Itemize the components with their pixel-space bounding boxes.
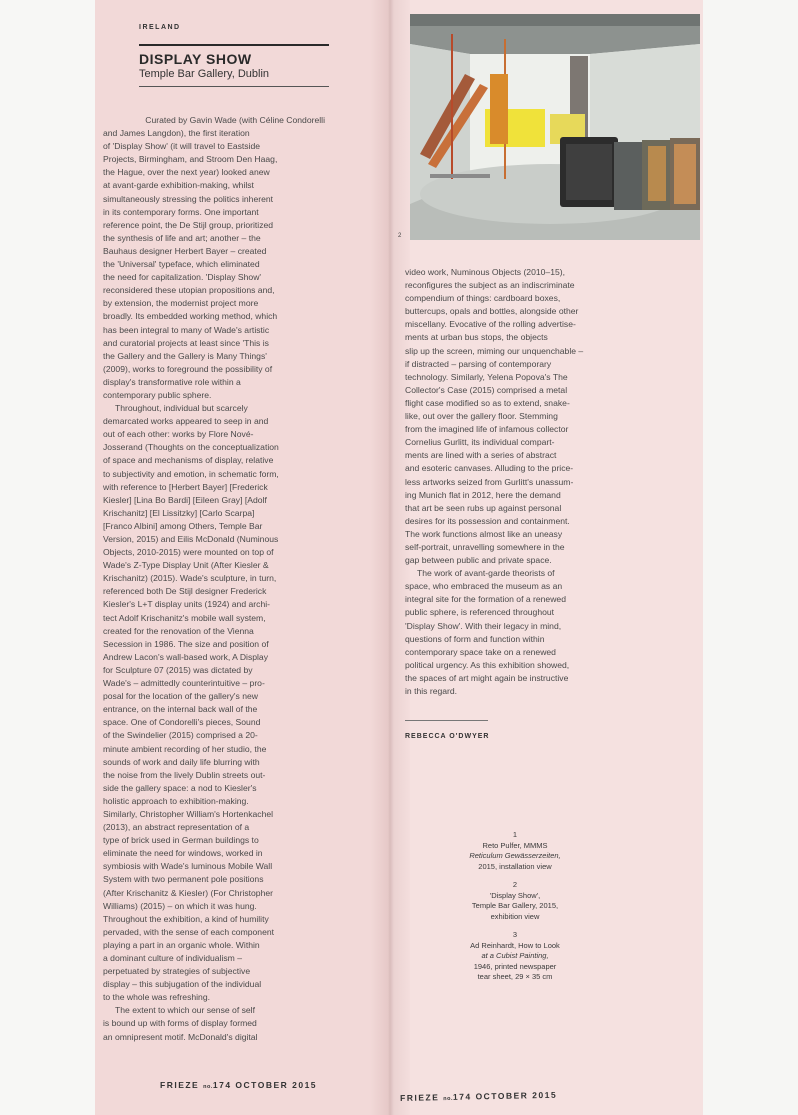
caption-line: 2015, installation view — [478, 861, 552, 871]
body-text-line: in this regard. — [405, 686, 458, 696]
body-text-line: ments are lined with a series of abstract — [405, 450, 557, 461]
body-text-line: reconfigures the subject as an indiscriminate — [405, 280, 575, 291]
footer-date: OCTOBER 2015 — [235, 1080, 318, 1090]
body-column-right — [405, 266, 615, 698]
body-text-line: the noise from the lively Dublin streets out- — [103, 769, 266, 780]
body-text-line: (After Krischanitz & Kiesler) (For Christopher — [103, 887, 274, 898]
body-text-line: eliminate the need for windows, worked in — [103, 848, 263, 859]
page-gutter — [370, 0, 410, 1115]
author-byline: REBECCA O'DWYER — [405, 733, 490, 740]
footer-left — [160, 1080, 317, 1090]
body-text-line: the Hague, over the next year) looked anew — [103, 167, 270, 178]
body-text-line: self-portrait, unravelling somewhere in the — [405, 541, 565, 552]
body-text-line: a dominant culture of individualism – — [103, 953, 243, 963]
figure-number: 2 — [398, 233, 402, 239]
body-text-line: less artworks seized from Gurlitt's unassum- — [405, 476, 574, 487]
body-text-line: tect Adolf Krischanitz's mobile wall system, — [103, 612, 266, 623]
body-text-line: miscellany. Evocative of the rolling advertise- — [405, 319, 576, 330]
body-text-line: demarcated works appeared to seep in and — [103, 416, 269, 427]
footer-magazine: FRIEZE — [400, 1092, 440, 1103]
body-text-line: with reference to [Herbert Bayer] [Frederick — [103, 481, 268, 492]
body-text-line: Kiesler] [Lina Bo Bardi] [Eileen Gray] [Adolf — [103, 494, 267, 505]
body-text-line: posal for the location of the gallery's new — [103, 691, 258, 702]
body-text-line: buttercups, opals and bottles, alongside other — [405, 306, 579, 317]
body-text-line: Projects, Birmingham, and Stroom Den Haag, — [103, 154, 278, 165]
body-text-line: Objects, 2010-2015) were mounted on top of — [103, 547, 274, 558]
body-text-line: Throughout the exhibition, a kind of humility — [103, 913, 269, 924]
body-text-line: broadly. Its embedded working method, which — [103, 311, 278, 322]
body-text-line: Krischanitz] [El Lissitzky] [Carlo Scarpa] — [103, 507, 255, 518]
footer-issue-prefix: no. — [203, 1084, 213, 1090]
body-text-line: the need for capitalization. 'Display Show' — [103, 272, 262, 283]
caption-line: Reto Pulfer, MMMS — [482, 840, 548, 850]
body-text-line: out of each other: works by Flore Nové- — [103, 429, 254, 440]
body-text-line: the Gallery and the Gallery is Many Things' — [103, 350, 267, 361]
title-rule-top — [139, 44, 329, 46]
body-text-line: of the Swindelier (2015) comprised a 20- — [103, 730, 258, 741]
body-text-line: gap between public and private space. — [405, 555, 552, 566]
caption-line: exhibition view — [490, 911, 540, 921]
body-text-line: space. One of Condorelli's pieces, Sound — [103, 717, 261, 728]
body-text-line: questions of form and function within — [405, 633, 545, 644]
body-text-line: video work, Numinous Objects (2010–15), — [405, 267, 566, 277]
caption-line: Temple Bar Gallery, 2015, — [471, 901, 559, 910]
body-text-line: The work of avant-garde theorists of — [417, 568, 555, 579]
body-text-line: flight case modified so as to extend, snake- — [405, 397, 570, 408]
footer-issue: 174 — [452, 1091, 472, 1102]
body-text-line: playing a part in an organic whole. Within — [103, 939, 260, 950]
caption-line: tear sheet, 29 × 35 cm — [477, 972, 553, 981]
caption-number: 1 — [512, 830, 518, 839]
caption — [440, 830, 590, 872]
body-text-line: Similarly, Christopher William's Hortenkachel — [103, 808, 274, 819]
body-text-line: Curated by Gavin Wade (with Céline Condorelli — [145, 115, 325, 125]
body-text-line: reconsidered these utopian propositions and, — [103, 285, 275, 296]
body-text-line: Andrew Lacon's wall-based work, A Display — [103, 651, 269, 662]
body-text-line: Wade's – admittedly counterintuitive – pro- — [103, 678, 265, 689]
body-text-line: The extent to which our sense of self — [115, 1005, 255, 1016]
caption-line: at a Cubist Painting, — [481, 951, 549, 960]
body-text-line: symbiosis with Wade's luminous Mobile Wall — [103, 861, 273, 872]
body-text-line: technology. Similarly, Yelena Popova's The — [405, 371, 568, 382]
body-text-line: contemporary space take on a renewed — [405, 646, 556, 657]
body-text-line: at avant-garde exhibition-making, whilst — [103, 180, 254, 191]
body-text-line: Wade's Z-Type Display Unit (After Kiesler & — [103, 560, 269, 571]
body-text-line: contemporary public sphere. — [103, 389, 212, 400]
body-text-line: display's transformative role within a — [103, 376, 241, 387]
figure-captions — [440, 830, 590, 991]
footer-issue: 174 — [212, 1080, 232, 1090]
body-text-line: Bauhaus designer Herbert Bayer – created — [103, 245, 267, 256]
body-text-line: Josserand (Thoughts on the conceptualization — [103, 442, 279, 453]
body-text-line: [Franco Albini] among Others, Temple Bar — [103, 520, 263, 531]
body-text-line: entrance, on the internal back wall of the — [103, 704, 258, 715]
footer-issue-prefix: no. — [443, 1095, 454, 1103]
caption-line: 'Display Show', — [489, 890, 541, 900]
body-text-line: an omnipresent motif. McDonald's digital — [103, 1031, 258, 1042]
body-text-line: in its contemporary forms. One important — [103, 206, 259, 217]
body-text-line: holistic approach to exhibition-making. — [103, 795, 249, 806]
body-text-line: the 'Universal' typeface, which eliminated — [103, 259, 260, 270]
body-text-line: like, out over the gallery floor. Stemming — [405, 411, 558, 422]
caption-line: Reticulum Gewässerzeiten, — [469, 851, 561, 860]
background-right — [703, 0, 798, 1115]
body-text-line: Krischanitz) (2015). Wade's sculpture, in turn, — [103, 573, 277, 584]
exhibition-photo — [410, 14, 700, 240]
body-text-line: Throughout, individual but scarcely — [115, 403, 248, 414]
body-text-line: from the imagined life of infamous collector — [405, 424, 569, 435]
body-text-line: display – this subjugation of the individual — [103, 979, 262, 990]
body-text-line: for Sculpture 07 (2015) was dictated by — [103, 664, 253, 675]
body-text-line: that art be seen rubs up against personal — [405, 502, 562, 513]
body-text-line: the spaces of art might again be instructive — [405, 672, 569, 683]
caption — [440, 930, 590, 983]
body-text-line: ing Munich flat in 2012, here the demand — [405, 489, 561, 500]
body-text-line: of 'Display Show' (it will travel to Eastside — [103, 141, 261, 152]
body-text-line: integral site for the formation of a renewed — [405, 594, 566, 605]
body-text-line: is bound up with forms of display formed — [103, 1018, 257, 1029]
body-text-line: simultaneously stressing the politics inherent — [103, 193, 274, 204]
body-text-line: referenced both De Stijl designer Frederick — [103, 586, 267, 597]
body-text-line: has been integral to many of Wade's artistic — [103, 324, 270, 335]
exhibition-photo-illustration — [410, 14, 700, 240]
body-text-line: of space and mechanisms of display, relative — [103, 455, 274, 466]
body-text-line: compendium of things: cardboard boxes, — [405, 293, 561, 304]
body-text-line: minute ambient recording of her studio, the — [103, 743, 267, 754]
body-text-line: Williams) (2015) – on which it was hung. — [103, 900, 257, 911]
body-text-line: by extension, the modernist project more — [103, 298, 259, 309]
body-text-line: desires for its possession and containment. — [405, 515, 570, 526]
body-text-line: Collector's Case (2015) comprised a metal — [405, 384, 568, 395]
body-text-line: (2009), works to foreground the possibility of — [103, 363, 273, 374]
caption-line: 1946, printed newspaper — [473, 961, 557, 971]
caption-number: 2 — [512, 880, 518, 889]
signature-rule — [405, 720, 488, 721]
body-text-line: pervaded, with the sense of each component — [103, 926, 275, 937]
body-text-line: The work functions almost like an uneasy — [405, 528, 563, 539]
body-text-line: political urgency. As this exhibition showed, — [405, 659, 570, 670]
body-text-line: Version, 2015) and Eilis McDonald (Numinous — [103, 534, 279, 544]
body-text-line: if distracted – parsing of contemporary — [405, 358, 552, 369]
body-text-line: 'Display Show'. With their legacy in mind, — [405, 620, 562, 631]
footer-magazine: FRIEZE — [160, 1080, 200, 1090]
background-left — [0, 0, 95, 1115]
body-text-line: to subjectivity and emotion, in schematic form, — [103, 468, 279, 479]
body-column-left — [103, 114, 325, 1044]
footer-date: OCTOBER 2015 — [475, 1089, 558, 1102]
body-text-line: the synthesis of life and art; another – the — [103, 232, 261, 243]
body-text-line: and James Langdon), the first iteration — [103, 128, 250, 139]
body-text-line: System with two permanent pole positions — [103, 874, 264, 885]
body-text-line: and esoteric canvases. Alluding to the price- — [405, 463, 574, 474]
body-text-line: slip up the screen, miming our unquenchable – — [405, 345, 584, 356]
caption — [440, 880, 590, 922]
body-text-line: and curatorial projects at least since 'This is — [103, 337, 269, 348]
body-text-line: space, who embraced the museum as an — [405, 581, 563, 592]
body-text-line: (2013), an abstract representation of a — [103, 822, 250, 833]
caption-line: Ad Reinhardt, How to Look — [470, 940, 560, 950]
body-text-line: type of brick used in German buildings to — [103, 835, 259, 846]
section-label: IRELAND — [139, 24, 181, 31]
body-text-line: Cornelius Gurlitt, its individual compart- — [405, 437, 555, 448]
body-text-line: sounds of work and daily life blurring with — [103, 756, 260, 767]
body-text-line: reference point, the De Stijl group, prioritized — [103, 219, 274, 230]
body-text-line: perpetuated by strategies of subjective — [103, 966, 251, 977]
title-rule-bottom — [139, 86, 329, 87]
article-venue: Temple Bar Gallery, Dublin — [139, 68, 270, 80]
article-title: DISPLAY SHOW — [139, 51, 252, 67]
body-text-line: Secession in 1986. The size and position of — [103, 638, 269, 649]
body-text-line: created for the renovation of the Vienna — [103, 625, 254, 636]
body-text-line: ments at urban bus stops, the objects — [405, 332, 548, 343]
caption-number: 3 — [512, 930, 518, 939]
body-text-line: public sphere, is referenced throughout — [405, 607, 555, 618]
body-text-line: Kiesler's L+T display units (1924) and archi- — [103, 599, 270, 610]
body-text-line: side the gallery space: a nod to Kiesler's — [103, 782, 257, 793]
body-text-line: to the whole was refreshing. — [103, 992, 211, 1003]
